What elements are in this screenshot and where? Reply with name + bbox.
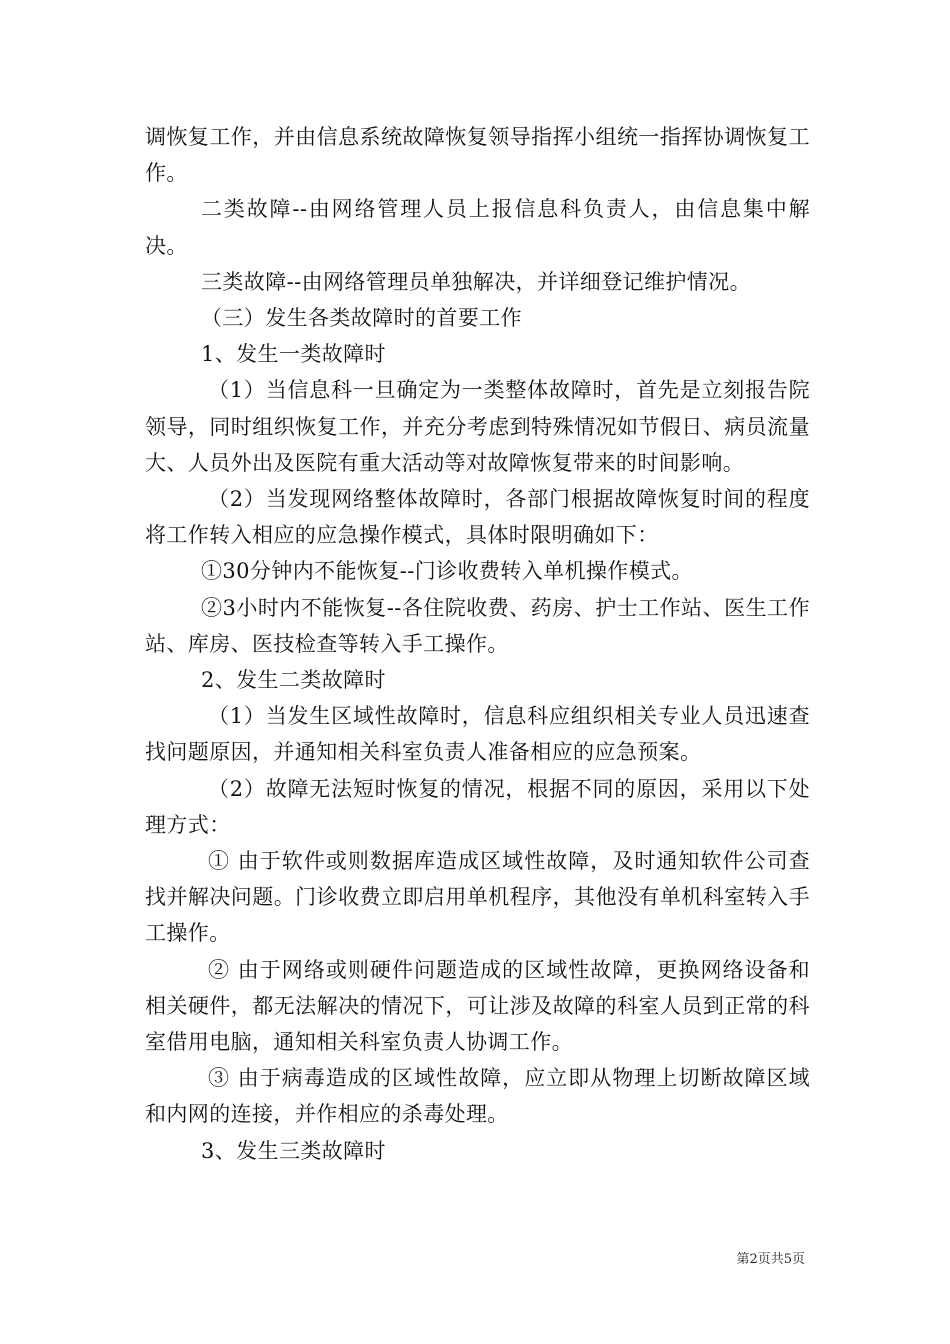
subsection-heading: 1、发生一类故障时 (201, 342, 386, 367)
paragraph: 三类故障--由网络管理员单独解决，并详细登记维护情况。 (201, 269, 751, 294)
list-item: ①30分钟内不能恢复--门诊收费转入单机操作模式。 (201, 559, 693, 584)
paragraph: 二类故障--由网络管理人员上报信息科负责人，由信息集中解决。 (145, 197, 810, 258)
document-body (145, 119, 810, 1169)
paragraph: （2）故障无法短时恢复的情况，根据不同的原因，采用以下处理方式： (145, 776, 810, 837)
paragraph: 调恢复工作，并由信息系统故障恢复领导指挥小组统一指挥协调恢复工作。 (145, 125, 810, 186)
section-heading: （三）发生各类故障时的首要工作 (201, 306, 522, 331)
page-number: 第2页共5页 (736, 1252, 805, 1267)
paragraph: （1）当发生区域性故障时，信息科应组织相关专业人员迅速查找问题原因，并通知相关科室负责人准备相应的应急预案。 (145, 704, 810, 765)
subsection-heading: 2、发生二类故障时 (201, 668, 386, 693)
paragraph: （1）当信息科一旦确定为一类整体故障时，首先是立刻报告院领导，同时组织恢复工作，并充分考虑到特殊情况如节假日、病员流量大、人员外出及医院有重大活动等对故障恢复带来的时间影响。 (145, 378, 810, 475)
paragraph: （2）当发现网络整体故障时，各部门根据故障恢复时间的程度将工作转入相应的应急操作模式，具体时限明确如下： (145, 487, 810, 548)
list-item: ②3小时内不能恢复--各住院收费、药房、护士工作站、医生工作站、库房、医技检查等转入手工操作。 (145, 595, 810, 656)
list-item: ② 由于网络或则硬件问题造成的区域性故障，更换网络设备和相关硬件，都无法解决的情况下，可让涉及故障的科室人员到正常的科室借用电脑，通知相关科室负责人协调工作。 (145, 957, 810, 1055)
list-item: ③ 由于病毒造成的区域性故障，应立即从物理上切断故障区域和内网的连接，并作相应的杀毒处理。 (145, 1066, 810, 1127)
subsection-heading: 3、发生三类故障时 (201, 1138, 386, 1163)
list-item: ① 由于软件或则数据库造成区域性故障，及时通知软件公司查找并解决问题。门诊收费立即启用单机程序，其他没有单机科室转入手工操作。 (145, 849, 810, 946)
